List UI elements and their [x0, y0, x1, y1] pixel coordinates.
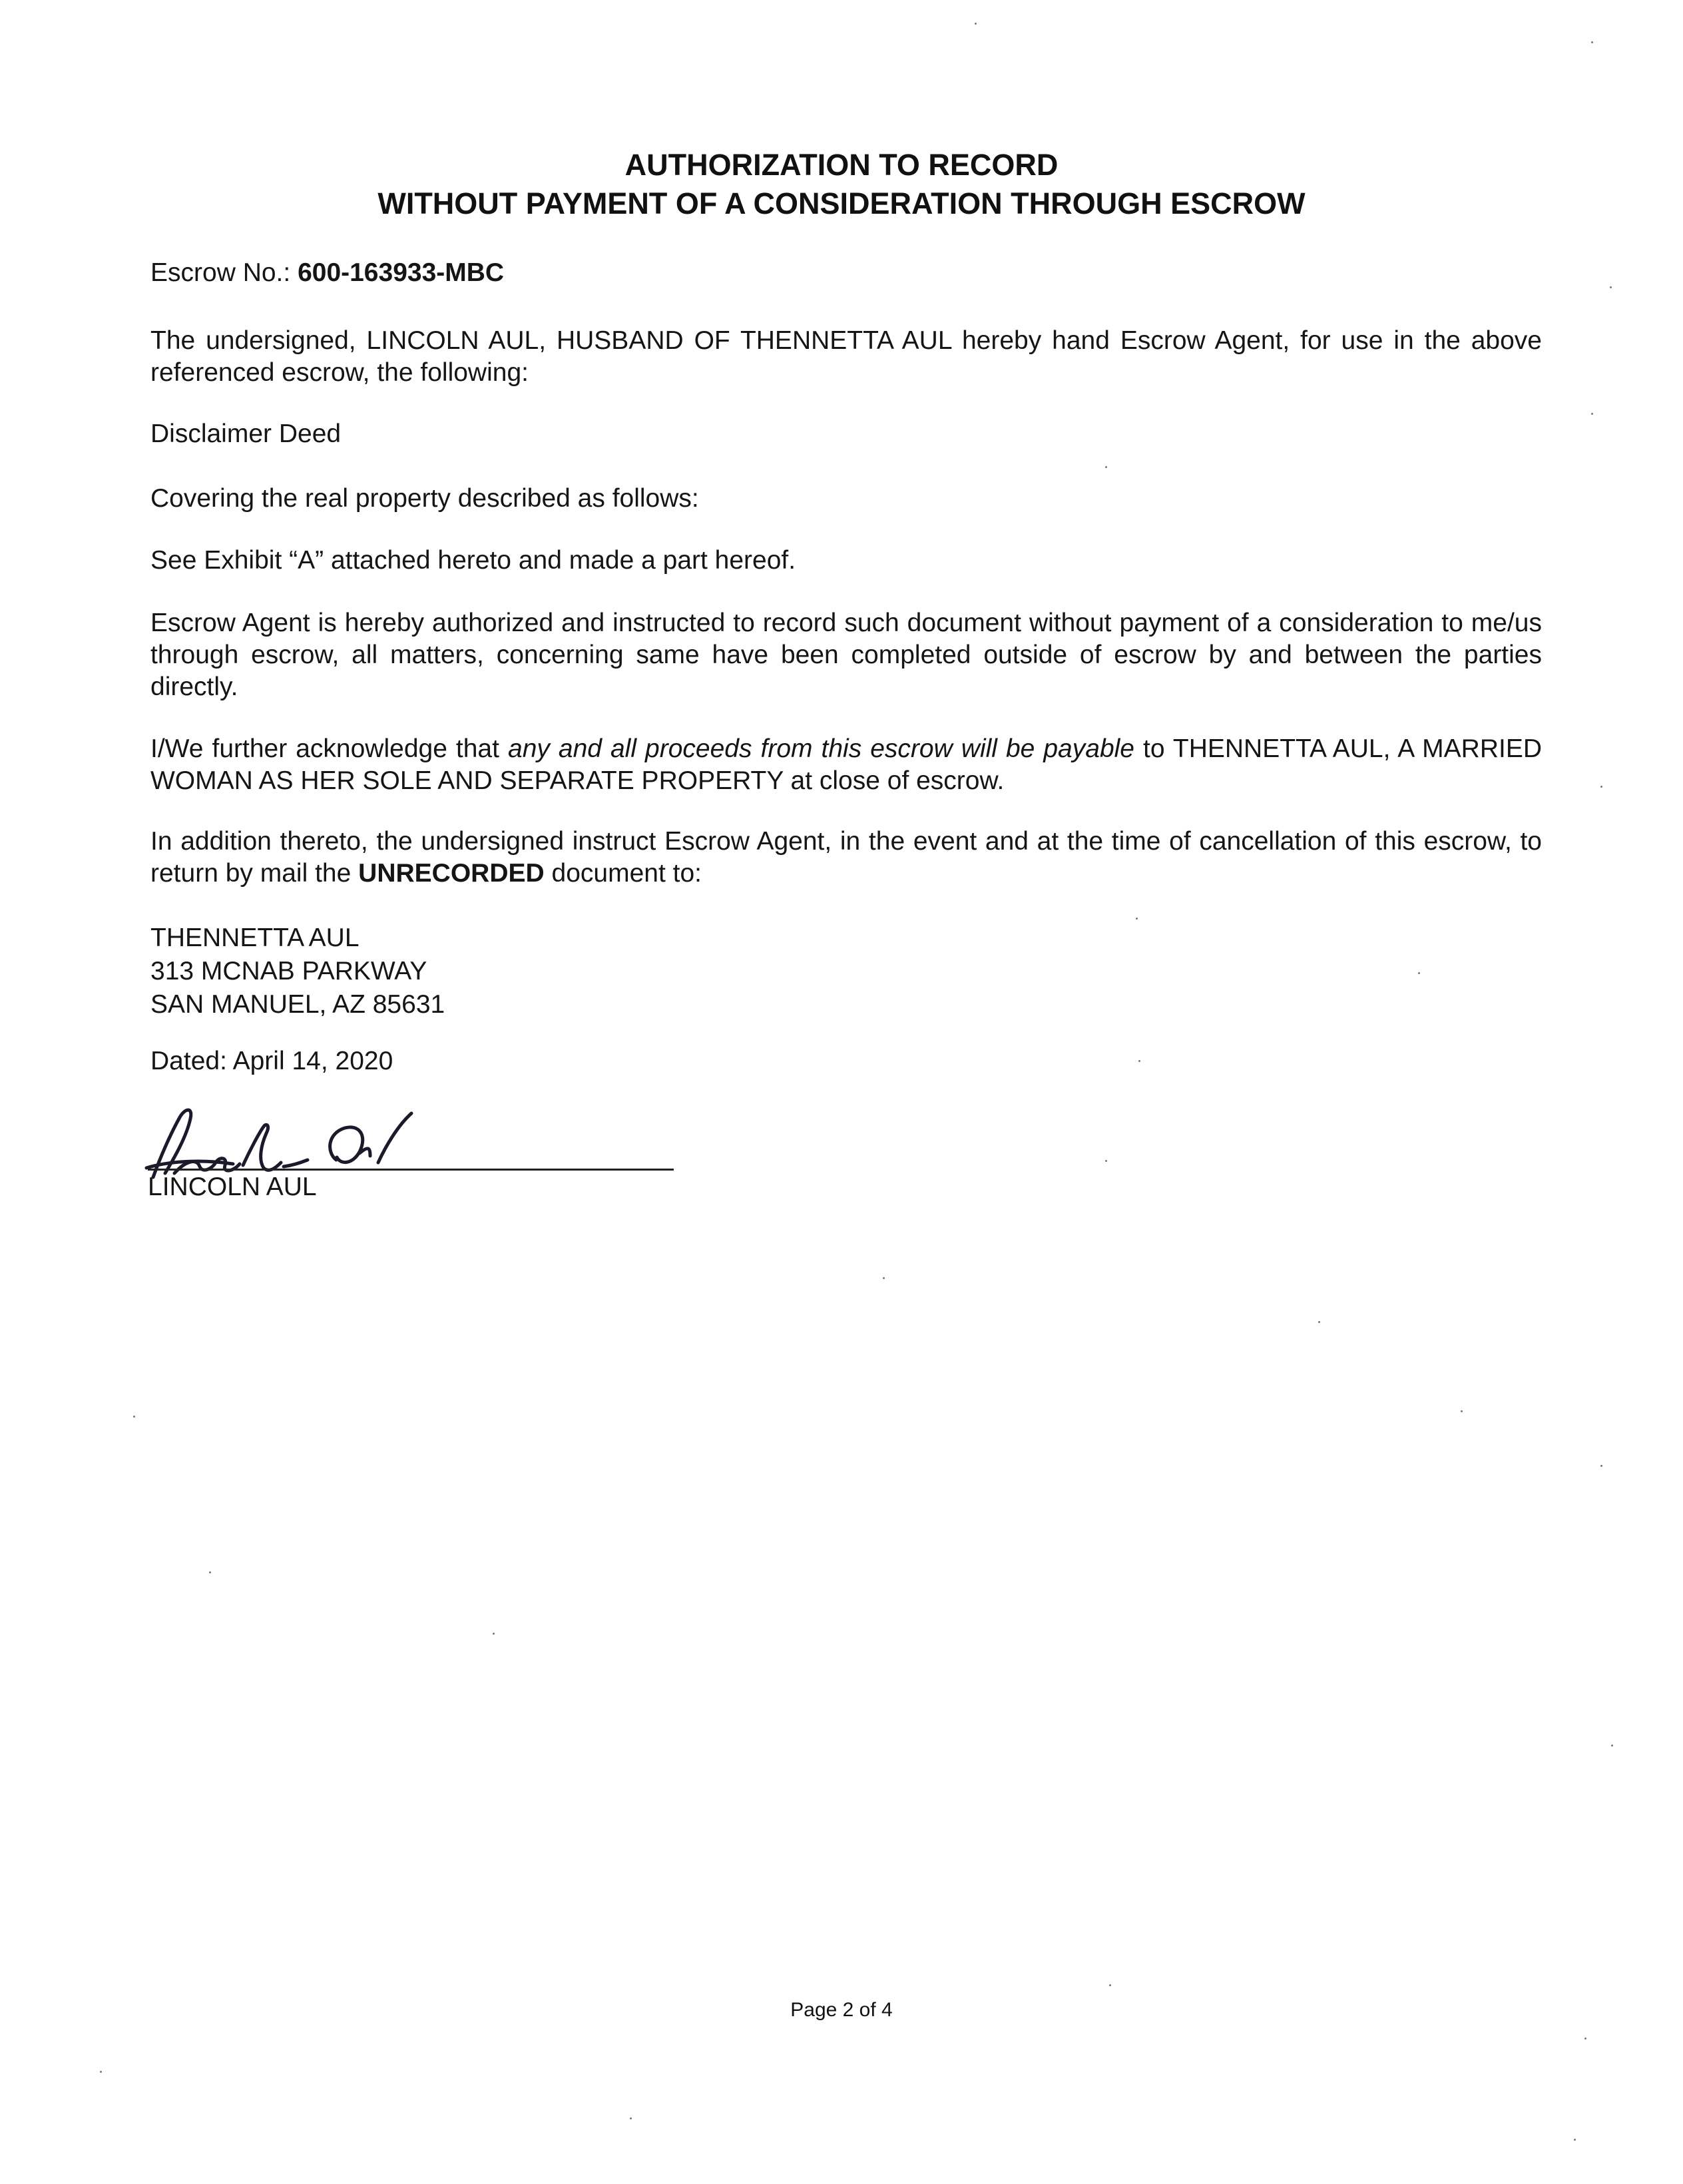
- covering-paragraph: Covering the real property described as follows:: [150, 484, 699, 513]
- scan-speck: [1105, 1160, 1107, 1162]
- address-name: THENNETTA AUL: [150, 924, 360, 952]
- document-title-line-1: AUTHORIZATION TO RECORD: [624, 148, 1059, 182]
- escrow-number-line: [150, 257, 1542, 289]
- scan-speck: [1610, 286, 1612, 288]
- scan-speck: [975, 23, 977, 25]
- acknowledge-italic: any and all proceeds from this escrow will be payable: [508, 734, 1134, 763]
- scan-speck: [630, 2117, 632, 2119]
- document-title-line-2: WITHOUT PAYMENT OF A CONSIDERATION THROUGH ESCROW: [377, 186, 1306, 220]
- dated-label: Dated:: [150, 1047, 227, 1075]
- scan-speck: [1318, 1321, 1320, 1323]
- cancellation-prefix: In addition thereto, the undersigned instruct Escrow Agent, in the event and at the time of cancellation of this escrow, to return by mail the: [150, 827, 1542, 888]
- scan-speck: [883, 1277, 885, 1279]
- scan-speck: [1591, 413, 1593, 415]
- acknowledge-prefix: I/We further acknowledge that: [150, 734, 499, 763]
- scan-speck: [1584, 2038, 1586, 2040]
- intro-text: The undersigned, LINCOLN AUL, HUSBAND OF THENNETTA AUL hereby hand Escrow Agent, for use in the above referenced escrow, the following:: [150, 326, 1542, 387]
- deed-type: Disclaimer Deed: [150, 419, 342, 448]
- scan-speck: [1138, 1060, 1140, 1062]
- intro-paragraph: [150, 325, 1542, 389]
- exhibit-paragraph: See Exhibit “A” attached hereto and made a part hereof.: [150, 546, 796, 575]
- address-city-state-zip: SAN MANUEL, AZ 85631: [150, 990, 445, 1019]
- cancellation-paragraph: [150, 826, 1542, 890]
- scan-speck: [1105, 466, 1107, 468]
- authorization-paragraph: [150, 607, 1542, 703]
- scan-speck: [1574, 2139, 1576, 2141]
- page-number: Page 2 of 4: [790, 1999, 893, 2021]
- escrow-label: Escrow No.:: [150, 258, 291, 287]
- scan-speck: [1109, 1984, 1111, 1986]
- dated-line: [150, 1045, 1542, 1077]
- signer-name: LINCOLN AUL: [148, 1173, 317, 1201]
- unrecorded-emphasis: UNRECORDED: [358, 859, 545, 888]
- scan-speck: [1611, 1745, 1613, 1747]
- scan-speck: [100, 2071, 102, 2073]
- scan-speck: [1461, 1410, 1463, 1412]
- scan-speck: [133, 1416, 135, 1418]
- cancellation-suffix: document to:: [551, 859, 702, 888]
- scan-speck: [1591, 41, 1593, 43]
- return-address: [150, 922, 1542, 1021]
- acknowledge-suffix: to THENNETTA AUL, A MARRIED WOMAN AS HER SOLE AND SEPARATE PROPERTY at close of escrow.: [150, 734, 1542, 795]
- escrow-number: 600-163933-MBC: [298, 258, 505, 287]
- authorization-text: Escrow Agent is hereby authorized and instructed to record such document without payment of a consideration to me/us through escrow, all matters, concerning same have been completed outside of escrow by and between the parties directly.: [150, 609, 1542, 701]
- scan-speck: [1136, 918, 1138, 920]
- address-street: 313 MCNAB PARKWAY: [150, 957, 427, 985]
- signature-line: [148, 1169, 674, 1171]
- scan-speck: [493, 1633, 495, 1635]
- scan-speck: [209, 1571, 211, 1573]
- dated-value: April 14, 2020: [232, 1047, 393, 1075]
- scan-speck: [1600, 1465, 1602, 1467]
- scan-speck: [1600, 786, 1602, 788]
- scan-speck: [1418, 972, 1420, 974]
- acknowledge-paragraph: [150, 733, 1542, 797]
